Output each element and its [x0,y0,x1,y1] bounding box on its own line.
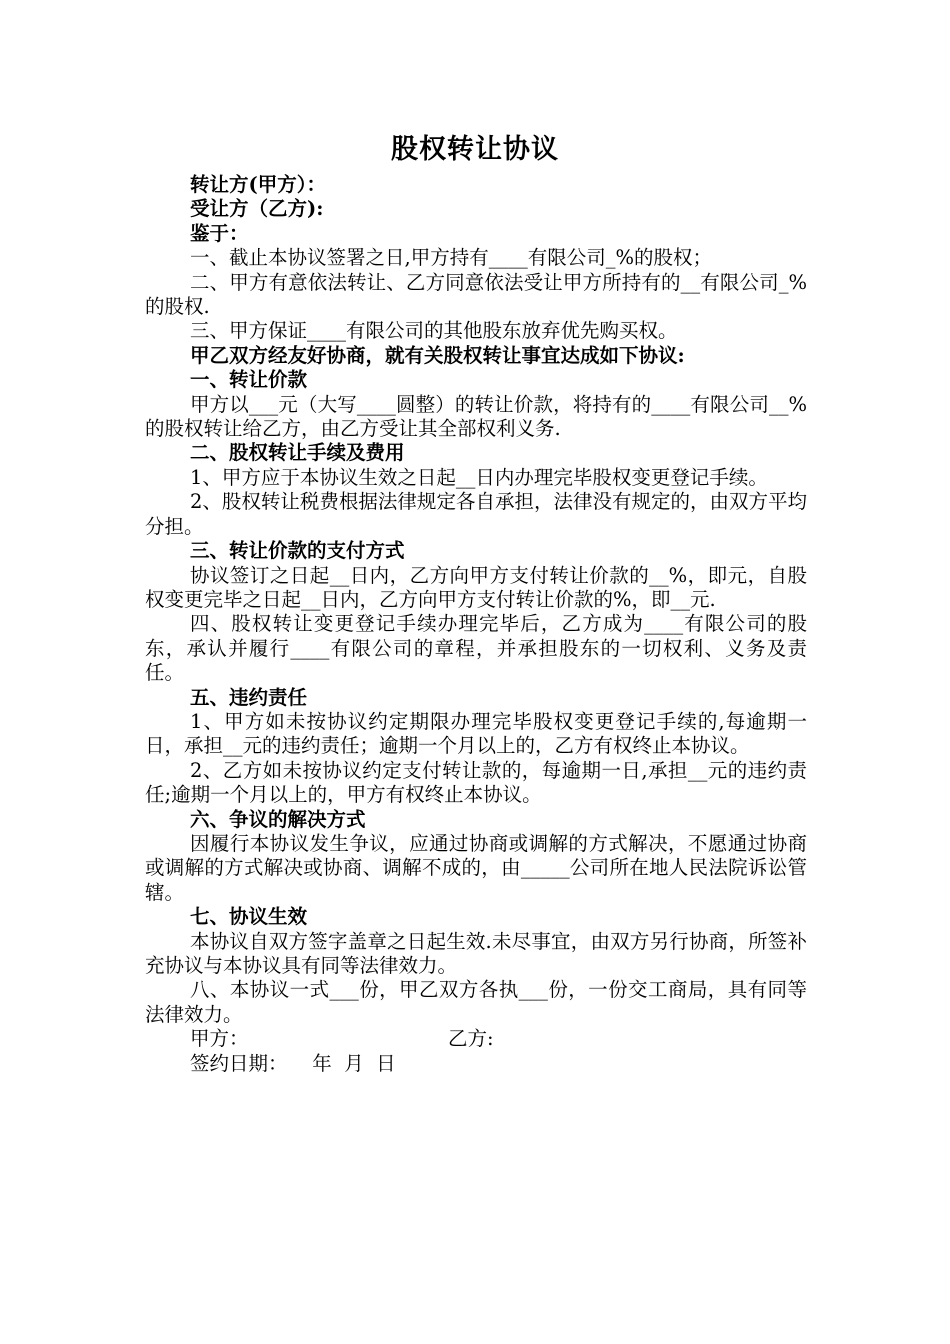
paragraph: 1、甲方应于本协议生效之日起__日内办理完毕股权变更登记手续。 [190,465,768,489]
paragraph: 受让方（乙方): [190,197,324,221]
document-title: 股权转让协议 [391,134,559,165]
section-heading: 七、协议生效 [190,905,308,929]
paragraph: 1、甲方如未按协议约定期限办理完毕股权变更登记手续的,每逾期一日，承担__元的违约责任；逾期一个月以上的，乙方有权终止本协议。 [145,709,807,758]
paragraph: 本协议自双方签字盖章之日起生效.未尽事宜，由双方另行协商，所签补充协议与本协议具有同等法律效力。 [145,929,807,977]
paragraph: 三、甲方保证____有限公司的其他股东放弃优先购买权。 [190,319,678,343]
section-heading: 六、争议的解决方式 [190,807,366,831]
party-a-signature-label: 甲方： [190,1027,249,1051]
signing-date-row [145,1052,807,1076]
paragraph: 甲乙双方经友好协商，就有关股权转让事宜达成如下协议: [190,343,685,367]
section-heading: 三、转让价款的支付方式 [190,539,405,563]
signing-date-label: 签约日期： 年 月 日 [190,1051,396,1075]
paragraph: 2、股权转让税费根据法律规定各自承担，法律没有规定的，由双方平均分担。 [145,490,807,538]
paragraph: 甲方以___元（大写____圆整）的转让价款，将持有的____有限公司__%的股权转让给乙方，由乙方受让其全部权利义务. [145,392,807,441]
paragraph: 转让方(甲方）： [190,173,326,196]
signature-row [145,1027,807,1051]
paragraph: 鉴于： [190,221,249,245]
paragraph: 四、股权转让变更登记手续办理完毕后，乙方成为____有限公司的股东，承认并履行____有限公司的章程，并承担股东的一切权利、义务及责任。 [145,612,807,685]
paragraph: 因履行本协议发生争议，应通过协商或调解的方式解决，不愿通过协商或调解的方式解决或协商、调解不成的，由_____公司所在地人民法院诉讼管辖。 [145,831,807,904]
paragraph: 2、乙方如未按协议约定支付转让款的，每逾期一日,承担__元的违约责任;逾期一个月以上的，甲方有权终止本协议。 [145,758,807,807]
party-b-signature-label: 乙方: [448,1027,494,1051]
section-heading: 二、股权转让手续及费用 [190,441,405,465]
paragraph: 二、甲方有意依法转让、乙方同意依法受让甲方所持有的__有限公司_%的股权. [145,270,807,319]
document-body [145,173,807,1076]
section-heading: 一、转让价款 [190,368,308,392]
paragraph: 一、截止本协议签署之日,甲方持有____有限公司_%的股权； [190,246,712,270]
paragraph: 协议签订之日起__日内，乙方向甲方支付转让价款的__%，即元，自股权变更完毕之日起__日内，乙方向甲方支付转让价款的%，即__元. [145,563,807,611]
paragraph: 八、本协议一式___份，甲乙双方各执___份，一份交工商局，具有同等法律效力。 [145,978,807,1026]
section-heading: 五、违约责任 [190,685,308,709]
